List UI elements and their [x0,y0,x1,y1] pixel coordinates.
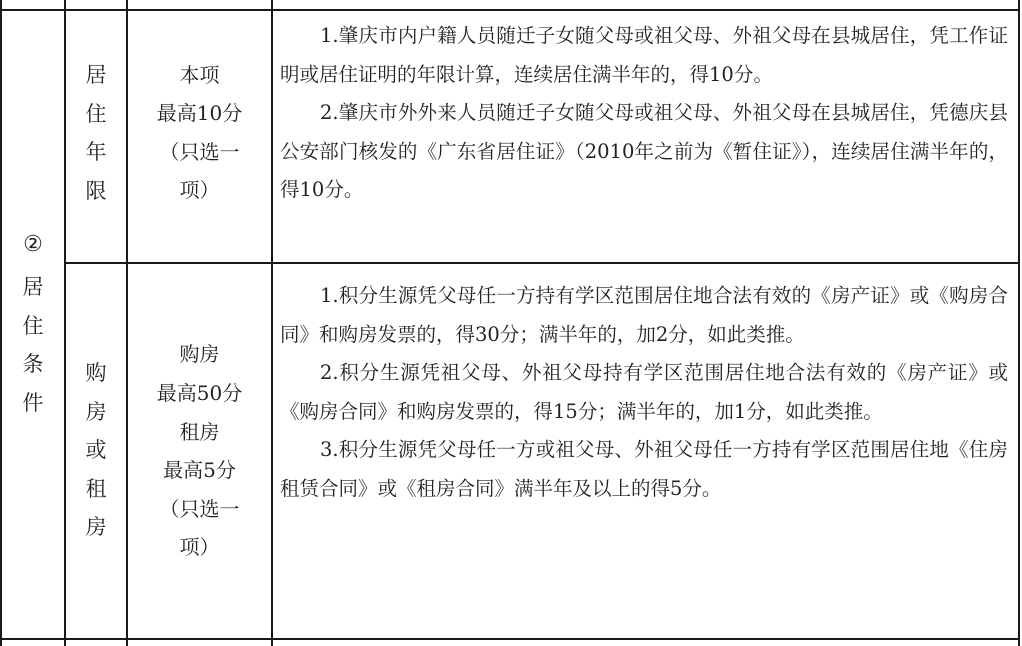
category-purchase-or-rent: 购 房 或 租 房 [85,361,107,539]
score-rule-line: 租房 [179,420,220,444]
table-row-divider-top [0,9,1020,11]
paragraph: 2.积分生源凭祖父母、外祖父母持有学区范围居住地合法有效的《房产证》或《购房合同》和购房发票的，得15分；满半年的，加1分，如此类推。 [280,361,1008,423]
score-rule-line: （只选一 [159,140,240,164]
score-rule-line: 最高50分 [156,381,243,405]
score-rule-line: 最高5分 [163,458,236,482]
table-row-divider-bottom [0,638,1020,640]
column-divider-1 [64,0,66,646]
column-divider-3 [271,0,273,646]
table-border-right [1018,0,1020,646]
score-rule-line: 项） [179,535,220,559]
paragraph: 1.积分生源凭父母任一方持有学区范围居住地合法有效的《房产证》或《购房合同》和购房发票的，得30分；满半年的，加2分，如此类推。 [280,284,1008,346]
score-rule-line: 本项 [179,63,220,87]
score-rule-line: 项） [179,178,220,202]
score-rule-line: （只选一 [159,497,240,521]
residence-years-description [280,17,1008,210]
purchase-or-rent-description [280,277,1008,508]
table-border-left [0,0,2,646]
paragraph: 1.肇庆市内户籍人员随迁子女随父母或祖父母、外祖父母在县城居住，凭工作证明或居住证明的年限计算，连续居住满半年的，得10分。 [280,24,1008,86]
paragraph: 2.肇庆市外外来人员随迁子女随父母或祖父母、外祖父母在县城居住，凭德庆县公安部门核发的《广东省居住证》（2010年之前为《暂住证》），连续居住满半年的，得10分。 [280,101,1008,201]
category-residence-years: 居 住 年 限 [85,63,107,203]
section-number: ② [23,232,43,257]
score-rule-line: 购房 [179,342,220,366]
score-rule-line: 最高10分 [156,101,243,125]
table-row-divider-middle [64,262,1020,264]
section-title-vertical: 居 住 条 件 [22,275,44,415]
paragraph: 3.积分生源凭父母任一方或祖父母、外祖父母任一方持有学区范围居住地《住房租赁合同》或《租房合同》满半年及以上的得5分。 [280,438,1008,500]
